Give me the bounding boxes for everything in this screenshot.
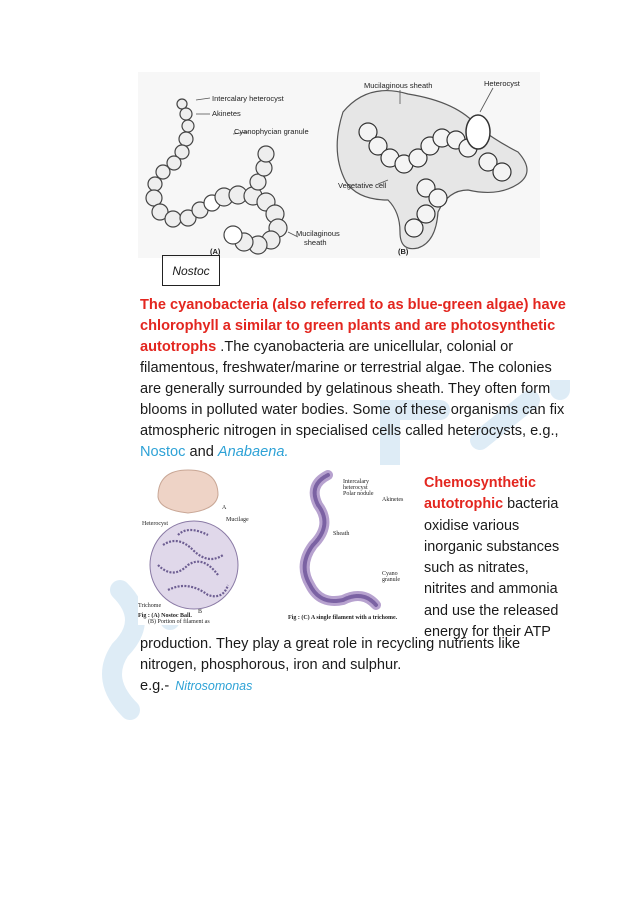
paragraph-chemosynthetic — [424, 473, 564, 643]
label-mucilaginous-a: Mucilaginous — [296, 229, 340, 238]
label-akinetes-mid: Akinetes — [382, 497, 404, 503]
paragraph-cyanobacteria — [140, 295, 570, 463]
label-panel-b: (B) — [398, 247, 409, 256]
nostoc-diagram — [138, 72, 540, 258]
label-sheath: Sheath — [333, 531, 350, 537]
label-granule-mid: granule — [382, 577, 400, 583]
example-line — [140, 676, 252, 697]
paragraph-and: and — [185, 444, 218, 460]
label-trichome: Trichome — [138, 603, 162, 609]
label-granule: Cyanophycian granule — [234, 127, 309, 136]
link-nostoc[interactable]: Nostoc — [140, 444, 186, 460]
label-mucilaginous-a2: sheath — [304, 238, 327, 247]
label-vegetative-cell: Vegetative cell — [338, 181, 387, 190]
label-a: A — [222, 505, 227, 511]
label-heterocyst: Heterocyst — [484, 79, 520, 88]
link-anabaena[interactable]: Anabaena. — [217, 444, 289, 460]
caption-left-1: Fig : (A) Nostoc Ball. — [138, 613, 192, 619]
nostoc-ball-diagram — [138, 465, 416, 625]
label-heterocyst2: heterocyst — [343, 485, 368, 491]
paragraph-continuation: production. They play a great role in recycling nutrients like nitrogen, phosphorous, iron and sulphur. — [140, 636, 521, 673]
side-body: bacteria oxidise various inorganic substances such as nitrates, nitrites and ammonia and use the released energy for their ATP — [424, 496, 560, 641]
label-b: B — [198, 609, 203, 615]
label-mucilaginous-sheath: Mucilaginous sheath — [364, 81, 433, 90]
label-akinetes: Akinetes — [212, 109, 241, 118]
caption-left-2: (B) Portion of filament as — [148, 619, 210, 625]
link-nitrosomonas[interactable]: Nitrosomonas — [175, 679, 253, 693]
label-polar: Polar nodule — [343, 491, 374, 497]
label-heterocyst-mid: Heterocyst — [142, 521, 168, 527]
paragraph-body: .The cyanobacteria are unicellular, colonial or filamentous, freshwater/marine or terrestrial algae. The colonies are generally surrounded by gelatinous sheath. They often form blooms in polluted water bodies. Some of these organisms can fix atmospheric nitrogen in specialised cells called heterocysts, e.g., — [140, 339, 565, 439]
example-prefix: e.g.- — [140, 678, 174, 694]
label-cyano: Cyano — [382, 571, 398, 577]
caption-right: Fig : (C) A single filament with a trichome. — [288, 615, 398, 621]
label-intercalary: Intercalary heterocyst — [212, 94, 284, 103]
figure-caption-box: Nostoc — [162, 255, 220, 286]
label-mucilage: Mucilage — [226, 517, 249, 523]
label-intercalary-mid: Intercalary — [343, 479, 369, 485]
heading-cyanobacteria: The cyanobacteria (also referred to as blue-green algae) have chlorophyll a similar to green plants and are photosynthetic autotrophs — [140, 297, 566, 355]
label-panel-a: (A) — [210, 247, 221, 256]
heading-chemosynthetic: Chemosynthetic autotrophic — [424, 475, 536, 513]
